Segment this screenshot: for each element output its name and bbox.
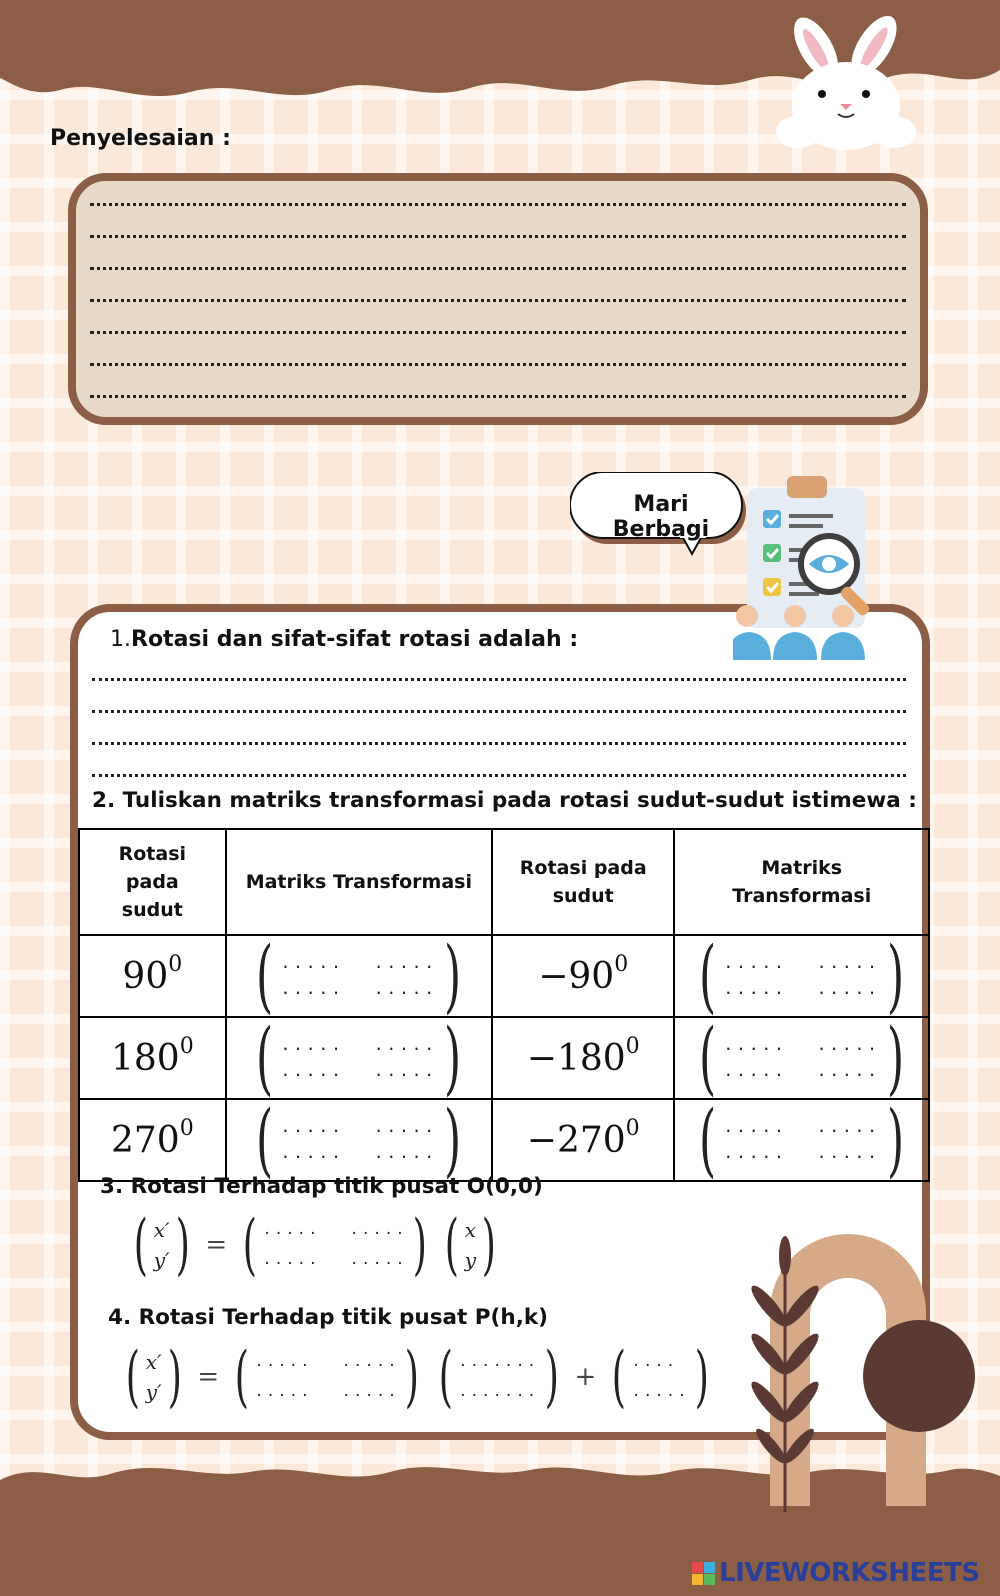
q1-answer-line[interactable]	[92, 742, 906, 745]
question-1	[110, 626, 578, 652]
angle-cell: $-180^0$	[492, 1017, 674, 1099]
liveworksheets-logo[interactable]	[692, 1558, 980, 1588]
table-row	[79, 935, 929, 1017]
matrix-blank-cell[interactable]: ( ..... ..... ..... ..... )	[226, 1099, 492, 1181]
liveworksheets-text: LIVEWORKSHEETS	[719, 1558, 980, 1588]
question-4-text: 4. Rotasi Terhadap titik pusat P(h,k)	[108, 1305, 548, 1330]
clipboard-checklist-icon	[733, 474, 903, 660]
formula-origin-rotation[interactable]: ( x′ y′ ) = ( ..... ..... ..... ..... ) ( x y )	[133, 1206, 496, 1283]
answer-line[interactable]	[90, 299, 906, 302]
angle-cell: $-90^0$	[492, 935, 674, 1017]
answer-line[interactable]	[90, 267, 906, 270]
angle-cell: $270^0$	[79, 1099, 226, 1181]
wheat-icon	[745, 1236, 825, 1512]
matrix-blank-cell[interactable]: ( ..... ..... ..... ..... )	[674, 1099, 929, 1181]
solution-label: Penyelesaian :	[50, 126, 231, 151]
solution-answer-box[interactable]	[68, 173, 928, 425]
matrix-blank-cell[interactable]: ( ..... ..... ..... ..... )	[674, 1017, 929, 1099]
q1-answer-line[interactable]	[92, 774, 906, 777]
formula-point-rotation[interactable]: ( x′ y′ ) = ( ..... ..... ..... ..... ) ( ....... ....... ) + ( .... ..... )	[125, 1338, 710, 1415]
liveworksheets-logo-mark	[692, 1562, 715, 1585]
question-number: 1.	[110, 627, 131, 652]
angle-cell: $90^0$	[79, 935, 226, 1017]
question-3-text: 3. Rotasi Terhadap titik pusat O(0,0)	[100, 1174, 543, 1199]
angle-cell: $180^0$	[79, 1017, 226, 1099]
question-2-text: 2. Tuliskan matriks transformasi pada rotasi sudut-sudut istimewa :	[92, 788, 917, 813]
rotation-table	[78, 828, 930, 1186]
header-cell: Matriks Transformasi	[226, 829, 492, 935]
q1-answer-line[interactable]	[92, 678, 906, 681]
header-cell: Rotasi pada sudut	[79, 829, 226, 935]
header-cell: Rotasi pada sudut	[492, 829, 674, 935]
bubble-text: Mari Berbagi	[612, 492, 710, 542]
table-row	[79, 1099, 929, 1181]
q1-answer-line[interactable]	[92, 710, 906, 713]
matrix-blank-cell[interactable]: ( ..... ..... ..... ..... )	[226, 935, 492, 1017]
header-cell: Matriks Transformasi	[674, 829, 929, 935]
table-row	[79, 1017, 929, 1099]
question-1-text: Rotasi dan sifat-sifat rotasi adalah :	[131, 627, 579, 652]
answer-line[interactable]	[90, 363, 906, 366]
matrix-blank-cell[interactable]: ( ..... ..... ..... ..... )	[226, 1017, 492, 1099]
bunny-icon	[768, 10, 918, 155]
answer-line[interactable]	[90, 235, 906, 238]
angle-cell: $-270^0$	[492, 1099, 674, 1181]
answer-line[interactable]	[90, 395, 906, 398]
table-header-row	[79, 829, 929, 935]
answer-line[interactable]	[90, 203, 906, 206]
answer-line[interactable]	[90, 331, 906, 334]
circle-decoration	[863, 1320, 975, 1432]
matrix-blank-cell[interactable]: ( ..... ..... ..... ..... )	[674, 935, 929, 1017]
